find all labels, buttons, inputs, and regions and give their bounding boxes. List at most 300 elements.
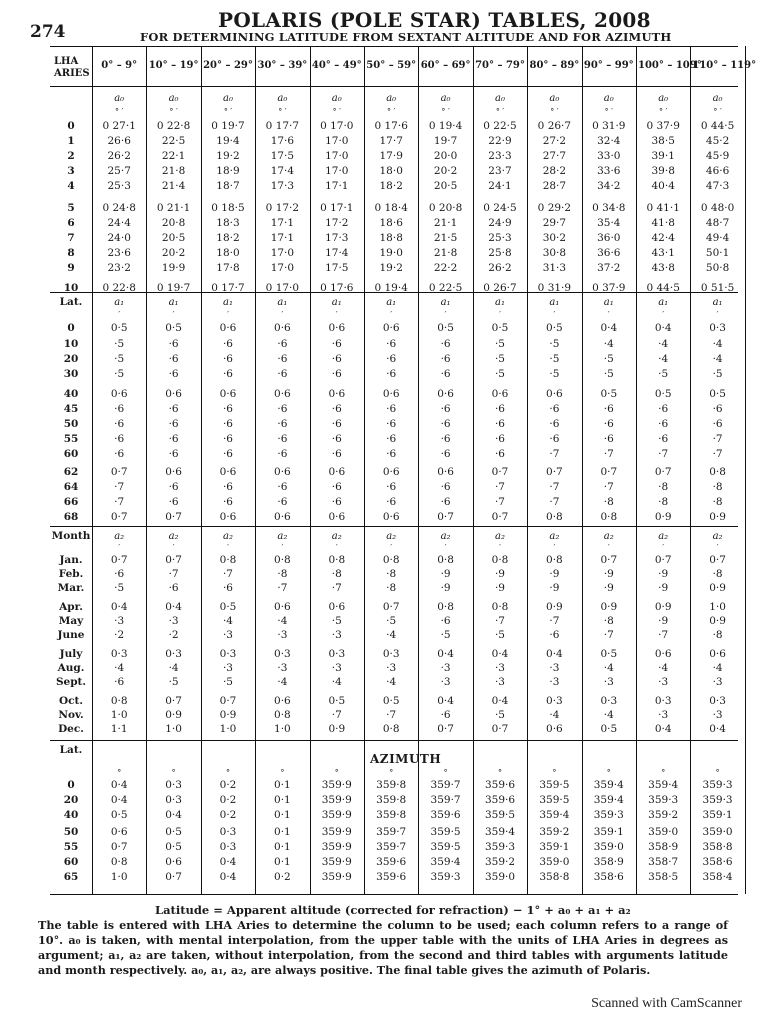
a0-value: 27·7 xyxy=(542,150,567,163)
a0-value: 24·9 xyxy=(488,216,512,229)
a0-value: 19·2 xyxy=(216,150,240,163)
a2-value: ·8 xyxy=(277,568,288,580)
section-symbol: a₂ xyxy=(114,531,125,542)
a1-value: 0·5 xyxy=(110,322,128,334)
azimuth-value: 0·1 xyxy=(274,794,291,806)
a2-value: 0·4 xyxy=(491,695,509,707)
column-header: 40° – 49° xyxy=(311,60,362,71)
a2-value: 0·7 xyxy=(165,554,182,566)
a0-value: 0 17·0 xyxy=(265,282,300,294)
section-symbol: a₂ xyxy=(168,531,179,542)
a2-value: 0·3 xyxy=(382,648,400,660)
a1-value: 0·7 xyxy=(491,511,509,523)
a2-value: 0·8 xyxy=(491,554,509,566)
a1-value: ·6 xyxy=(277,448,288,460)
a2-value: 0·7 xyxy=(110,554,128,566)
a1-value: ·6 xyxy=(386,338,397,350)
a1-row-arg: 68 xyxy=(63,511,79,523)
a1-value: ·4 xyxy=(712,338,723,350)
a2-value: 1·0 xyxy=(709,601,726,613)
azimuth-value: 0·4 xyxy=(165,809,182,821)
a1-value: 0·5 xyxy=(709,388,726,400)
a0-value: 0 22·8 xyxy=(102,282,136,294)
a1-value: ·6 xyxy=(168,368,179,380)
a1-value: 0·4 xyxy=(600,322,618,334)
a2-value: 0·9 xyxy=(165,709,182,721)
a2-value: 0·9 xyxy=(219,709,237,721)
a0-value: 31·3 xyxy=(542,261,567,274)
azimuth-value: 359·5 xyxy=(430,841,461,853)
table-top-rule xyxy=(50,46,738,47)
a1-value: ·7 xyxy=(114,496,125,508)
a2-row-arg: July xyxy=(59,648,83,660)
a2-value: ·8 xyxy=(712,568,723,580)
unit-mark: ° ′ xyxy=(278,107,287,116)
a1-value: ·6 xyxy=(222,448,233,460)
a0-value: 0 22·8 xyxy=(156,120,191,132)
azimuth-value: 359·0 xyxy=(593,841,624,853)
a0-value: 19·4 xyxy=(216,135,240,148)
a0-value: 0 18·4 xyxy=(374,201,408,214)
a0-value: 22·1 xyxy=(161,150,186,163)
column-header: 90° – 99° xyxy=(583,60,634,71)
a0-value: 0 34·8 xyxy=(592,201,626,214)
azimuth-value: 358·4 xyxy=(702,871,733,883)
a2-value: 0·4 xyxy=(709,723,726,735)
a0-value: 0 18·5 xyxy=(211,201,245,214)
a1-value: ·5 xyxy=(114,338,125,350)
a1-value: ·6 xyxy=(494,403,505,415)
azimuth-value: 359·8 xyxy=(376,809,407,821)
a0-row-arg: 5 xyxy=(67,201,75,214)
a2-value: 0·3 xyxy=(328,648,346,660)
a0-value: 36·0 xyxy=(597,231,621,244)
a2-value: ·3 xyxy=(277,662,288,674)
a0-row-arg: 10 xyxy=(63,282,79,294)
a2-value: 0·4 xyxy=(437,695,454,707)
a0-value: 0 37·9 xyxy=(646,120,680,132)
a0-value: 0 31·9 xyxy=(537,282,572,294)
a2-row-arg: May xyxy=(58,615,84,627)
a2-row-arg: June xyxy=(57,629,85,641)
a2-value: 0·9 xyxy=(600,601,618,613)
azimuth-value: 0·1 xyxy=(274,826,291,838)
a2-value: 0·3 xyxy=(546,695,563,707)
a1-value: ·6 xyxy=(440,338,451,350)
azimuth-value: 359·0 xyxy=(648,826,679,838)
azimuth-value: 358·8 xyxy=(702,841,733,853)
a2-value: ·3 xyxy=(222,629,233,641)
a1-value: ·6 xyxy=(277,433,288,445)
a1-value: ·7 xyxy=(603,448,614,460)
a2-bottom-rule xyxy=(50,740,738,741)
unit-mark: ′ xyxy=(281,310,284,319)
section-symbol: a₁ xyxy=(168,297,179,308)
azimuth-value: 359·4 xyxy=(539,809,570,821)
a0-value: 21·8 xyxy=(433,246,458,259)
a1-value: ·6 xyxy=(331,368,342,380)
azimuth-value: 359·8 xyxy=(376,794,407,806)
azimuth-value: 358·8 xyxy=(539,871,570,883)
azimuth-value: 359·0 xyxy=(484,871,516,883)
section-symbol: a₂ xyxy=(331,531,342,542)
a2-value: 0·8 xyxy=(274,554,291,566)
a1-value: 0·9 xyxy=(709,511,726,523)
page-number: 274 xyxy=(30,22,66,42)
a1-value: 0·6 xyxy=(274,511,291,523)
a0-value: 0 29·2 xyxy=(537,201,572,214)
a2-value: 0·5 xyxy=(382,695,400,707)
a0-value: 17·0 xyxy=(325,150,349,163)
a2-value: 0·9 xyxy=(709,582,726,594)
section-symbol: a₂ xyxy=(223,531,233,542)
a0-value: 24·0 xyxy=(107,231,131,244)
a0-value: 22·9 xyxy=(488,135,512,148)
a1-value: ·4 xyxy=(658,338,669,350)
a2-value: 0·8 xyxy=(437,601,454,613)
a1-row-arg: 60 xyxy=(63,448,79,460)
azimuth-value: 359·5 xyxy=(539,794,570,806)
a1-value: ·5 xyxy=(494,368,505,380)
a2-value: 0·3 xyxy=(600,695,618,707)
azimuth-value: 359·1 xyxy=(539,841,570,853)
a2-value: ·7 xyxy=(331,582,342,594)
azimuth-value: 0·1 xyxy=(274,856,291,868)
a2-value: ·2 xyxy=(114,629,125,641)
a0-value: 23·6 xyxy=(107,246,131,259)
section-symbol: a₂ xyxy=(495,531,505,542)
azimuth-value: 359·9 xyxy=(321,779,352,791)
a2-row-arg: Nov. xyxy=(58,709,84,721)
unit-mark: ° ′ xyxy=(441,107,450,116)
lha-aries-label xyxy=(54,56,90,80)
a1-value: 0·4 xyxy=(654,322,672,334)
a1-value: 0·6 xyxy=(437,466,454,478)
azimuth-value: 0·3 xyxy=(165,779,182,791)
section-symbol: a₀ xyxy=(386,93,397,104)
a0-value: 17·3 xyxy=(325,231,349,244)
a0-value: 20·5 xyxy=(433,180,458,193)
azimuth-value: 359·0 xyxy=(702,826,733,838)
a0-value: 18·2 xyxy=(216,231,240,244)
unit-mark: ′ xyxy=(335,310,338,319)
a1-value: ·6 xyxy=(168,418,179,430)
a0-value: 21·5 xyxy=(433,231,458,244)
a1-value: 0·6 xyxy=(382,388,400,400)
a2-value: ·7 xyxy=(549,615,560,627)
a0-value: 20·5 xyxy=(161,231,186,244)
a2-value: ·7 xyxy=(277,582,288,594)
a0-value: 0 27·1 xyxy=(102,120,136,132)
a1-row-arg: 64 xyxy=(63,481,79,493)
a2-value: 0·7 xyxy=(165,695,182,707)
a0-row-arg: 4 xyxy=(67,180,75,193)
a2-value: 0·5 xyxy=(328,695,346,707)
azimuth-value: 359·2 xyxy=(484,856,516,868)
azimuth-value: 359·0 xyxy=(539,856,570,868)
a2-value: ·9 xyxy=(440,582,451,594)
unit-mark: ′ xyxy=(662,543,665,552)
a0-value: 0 17·6 xyxy=(320,282,354,294)
azimuth-value: 0·6 xyxy=(165,856,182,868)
a1-value: 0·6 xyxy=(219,322,237,334)
a0-value: 17·8 xyxy=(216,261,240,274)
a2-value: 0·8 xyxy=(491,601,509,613)
a2-value: ·8 xyxy=(386,582,397,594)
a1-value: ·7 xyxy=(549,496,560,508)
a2-value: ·4 xyxy=(222,615,233,627)
unit-mark: ° ′ xyxy=(332,107,341,116)
a1-value: ·7 xyxy=(712,448,723,460)
a2-value: ·5 xyxy=(331,615,342,627)
a0-row-arg: 1 xyxy=(67,135,75,148)
a1-value: ·6 xyxy=(277,338,288,350)
a2-value: 0·6 xyxy=(328,601,346,613)
column-header: 60° – 69° xyxy=(420,60,471,71)
a1-value: ·6 xyxy=(440,368,451,380)
azimuth-value: 359·3 xyxy=(484,841,516,853)
azimuth-value: 359·9 xyxy=(321,856,352,868)
section-symbol: a₁ xyxy=(549,297,560,308)
unit-mark: ° ′ xyxy=(495,107,505,116)
a1-value: ·6 xyxy=(386,433,397,445)
unit-mark: ′ xyxy=(390,543,393,552)
a0-value: 43·1 xyxy=(651,246,675,259)
column-header: 110° – 119° xyxy=(692,60,757,71)
a1-value: ·6 xyxy=(440,418,451,430)
a0-value: 19·2 xyxy=(379,261,403,274)
a1-value: ·6 xyxy=(168,433,179,445)
a0-value: 24·1 xyxy=(488,180,512,193)
a2-value: ·4 xyxy=(712,662,723,674)
a0-value: 17·1 xyxy=(270,231,295,244)
a0-value: 45·2 xyxy=(705,135,730,148)
a1-value: 0·7 xyxy=(437,511,454,523)
a2-row-arg: Aug. xyxy=(57,662,85,674)
a0-value: 17·4 xyxy=(325,246,349,259)
a0-value: 19·0 xyxy=(379,246,403,259)
azimuth-value: 359·6 xyxy=(484,779,516,791)
a1-value: ·6 xyxy=(658,418,669,430)
section-symbol: a₀ xyxy=(223,93,233,104)
a0-value: 24·4 xyxy=(107,216,131,229)
a2-value: ·4 xyxy=(386,629,397,641)
a0-value: 17·3 xyxy=(270,180,295,193)
section-symbol: a₂ xyxy=(603,531,614,542)
a2-value: 0·7 xyxy=(709,554,726,566)
azimuth-value: 0·5 xyxy=(110,809,128,821)
azimuth-value: 359·3 xyxy=(702,794,733,806)
a2-value: ·5 xyxy=(440,629,451,641)
a0-row-arg: 9 xyxy=(67,261,75,274)
a0-value: 0 17·1 xyxy=(320,201,354,214)
a2-value: 1·0 xyxy=(274,723,291,735)
a0-value: 0 48·0 xyxy=(700,201,735,214)
section-symbol: a₂ xyxy=(549,531,560,542)
a1-value: 0·6 xyxy=(491,388,509,400)
a1-value: 0·5 xyxy=(546,322,563,334)
a1-bottom-rule xyxy=(50,526,738,527)
a2-row-arg: Oct. xyxy=(58,695,84,707)
section-symbol: a₀ xyxy=(658,93,669,104)
a1-value: 0·6 xyxy=(219,466,237,478)
section-symbol: a₁ xyxy=(440,297,451,308)
azimuth-value: 359·9 xyxy=(321,871,352,883)
a1-value: ·6 xyxy=(168,353,179,365)
a1-value: ·5 xyxy=(603,368,614,380)
a0-value: 46·6 xyxy=(705,165,730,178)
unit-mark: ′ xyxy=(662,310,665,319)
a1-value: ·6 xyxy=(440,481,451,493)
a1-value: ·7 xyxy=(712,433,723,445)
a2-value: ·9 xyxy=(603,568,614,580)
azimuth-value: 359·7 xyxy=(430,794,461,806)
a1-row-arg: 66 xyxy=(63,496,79,508)
a0-value: 20·0 xyxy=(433,150,458,163)
unit-mark: ′ xyxy=(118,543,121,552)
a1-value: ·6 xyxy=(440,448,451,460)
a0-value: 18·0 xyxy=(379,165,403,178)
azimuth-value: 0·3 xyxy=(219,826,237,838)
azimuth-value: 359·2 xyxy=(539,826,570,838)
azimuth-row-arg: 0 xyxy=(67,779,75,791)
a1-value: ·6 xyxy=(494,418,505,430)
a1-value: 0·6 xyxy=(437,388,454,400)
a2-value: ·3 xyxy=(549,676,560,688)
a1-value: 0·8 xyxy=(546,511,563,523)
page-subtitle: FOR DETERMINING LATITUDE FROM SEXTANT ALTITUDE AND FOR AZIMUTH xyxy=(140,30,672,44)
a1-row-arg: 45 xyxy=(63,403,79,415)
a2-value: 0·3 xyxy=(654,695,672,707)
a2-row-arg: Apr. xyxy=(59,601,83,613)
a1-value: 0·5 xyxy=(600,388,618,400)
a1-value: ·5 xyxy=(712,368,723,380)
a0-value: 0 41·1 xyxy=(646,201,680,214)
section-symbol: a₁ xyxy=(386,297,397,308)
section-symbol: a₂ xyxy=(658,531,669,542)
azimuth-row-arg: 20 xyxy=(63,794,79,806)
a1-row-arg: 40 xyxy=(63,388,79,400)
a0-value: 17·1 xyxy=(270,216,295,229)
latitude-formula: Latitude = Apparent altitude (corrected for refraction) − 1° + a₀ + a₁ + a₂ xyxy=(155,903,631,917)
unit-mark: ′ xyxy=(553,310,556,319)
a0-value: 18·3 xyxy=(216,216,240,229)
a0-value: 0 17·6 xyxy=(374,120,408,132)
a0-value: 18·2 xyxy=(379,180,403,193)
a1-value: ·6 xyxy=(658,433,669,445)
a0-value: 40·4 xyxy=(651,180,675,193)
a0-value: 26·6 xyxy=(107,135,131,148)
a2-value: ·3 xyxy=(168,615,179,627)
a0-value: 18·7 xyxy=(216,180,240,193)
a2-value: 0·7 xyxy=(219,695,237,707)
unit-mark: ′ xyxy=(118,310,121,319)
a2-value: ·3 xyxy=(658,709,669,721)
a2-value: ·6 xyxy=(440,709,451,721)
a2-value: ·6 xyxy=(114,568,125,580)
a1-value: ·6 xyxy=(222,353,233,365)
a0-value: 25·7 xyxy=(107,165,131,178)
a1-value: ·6 xyxy=(386,496,397,508)
azimuth-value: 359·9 xyxy=(321,841,352,853)
a2-value: ·9 xyxy=(494,568,505,580)
a1-value: ·6 xyxy=(549,418,560,430)
a0-value: 0 37·9 xyxy=(592,282,626,294)
a2-value: ·7 xyxy=(603,629,614,641)
a0-value: 25·8 xyxy=(488,246,512,259)
a1-value: ·5 xyxy=(494,353,505,365)
a2-value: ·4 xyxy=(114,662,125,674)
a2-value: ·3 xyxy=(603,676,614,688)
a2-value: ·8 xyxy=(712,629,723,641)
a0-value: 37·2 xyxy=(597,261,621,274)
unit-mark: ′ xyxy=(335,543,338,552)
a0-value: 20·2 xyxy=(161,246,186,259)
a1-value: ·8 xyxy=(603,496,614,508)
azimuth-value: 0·4 xyxy=(110,794,128,806)
a0-value: 17·7 xyxy=(379,135,403,148)
a2-value: ·3 xyxy=(222,662,233,674)
a2-value: ·3 xyxy=(114,615,125,627)
section-symbol: a₀ xyxy=(495,93,505,104)
a0-value: 17·0 xyxy=(325,165,349,178)
a0-value: 0 17·0 xyxy=(320,120,354,132)
azimuth-value: 359·6 xyxy=(376,871,407,883)
a1-value: ·8 xyxy=(658,496,669,508)
a2-row-arg: Sept. xyxy=(55,676,87,688)
lat-label-a1: Lat. xyxy=(59,296,83,308)
table-bottom-rule xyxy=(50,894,738,895)
a0-value: 17·0 xyxy=(270,261,295,274)
a1-value: ·6 xyxy=(440,403,451,415)
azimuth-value: 0·4 xyxy=(219,871,237,883)
unit-mark: ° ′ xyxy=(659,107,668,116)
a0-value: 18·8 xyxy=(379,231,403,244)
a0-value: 0 17·2 xyxy=(265,201,300,214)
unit-mark: ° ′ xyxy=(604,107,613,116)
a1-value: ·6 xyxy=(277,481,288,493)
unit-mark: ′ xyxy=(716,310,719,319)
unit-mark: ′ xyxy=(281,543,284,552)
a2-value: ·5 xyxy=(222,676,233,688)
a2-value: 0·4 xyxy=(491,648,509,660)
a2-value: ·8 xyxy=(603,615,614,627)
a2-value: ·9 xyxy=(658,582,669,594)
a1-value: ·6 xyxy=(168,448,179,460)
a1-value: ·6 xyxy=(386,448,397,460)
column-header: 20° – 29° xyxy=(203,60,253,71)
a2-value: ·3 xyxy=(386,662,397,674)
azimuth-value: 359·3 xyxy=(593,809,624,821)
azimuth-value: 359·4 xyxy=(430,856,461,868)
section-symbol: a₀ xyxy=(168,93,179,104)
a1-value: ·4 xyxy=(658,353,669,365)
azimuth-value: 359·8 xyxy=(376,779,407,791)
unit-mark: ° xyxy=(117,768,122,777)
a2-value: 0·9 xyxy=(328,723,346,735)
azimuth-value: 359·3 xyxy=(702,779,733,791)
a1-row-arg: 50 xyxy=(63,418,79,430)
unit-mark: ′ xyxy=(172,310,175,319)
a1-value: ·6 xyxy=(386,418,397,430)
a1-value: ·6 xyxy=(277,418,288,430)
azimuth-value: 359·2 xyxy=(648,809,679,821)
a0-value: 42·4 xyxy=(651,231,675,244)
azimuth-value: 359·7 xyxy=(376,826,407,838)
azimuth-value: 359·5 xyxy=(539,779,570,791)
a0-row-arg: 6 xyxy=(67,216,75,229)
a1-row-arg: 10 xyxy=(63,338,79,350)
